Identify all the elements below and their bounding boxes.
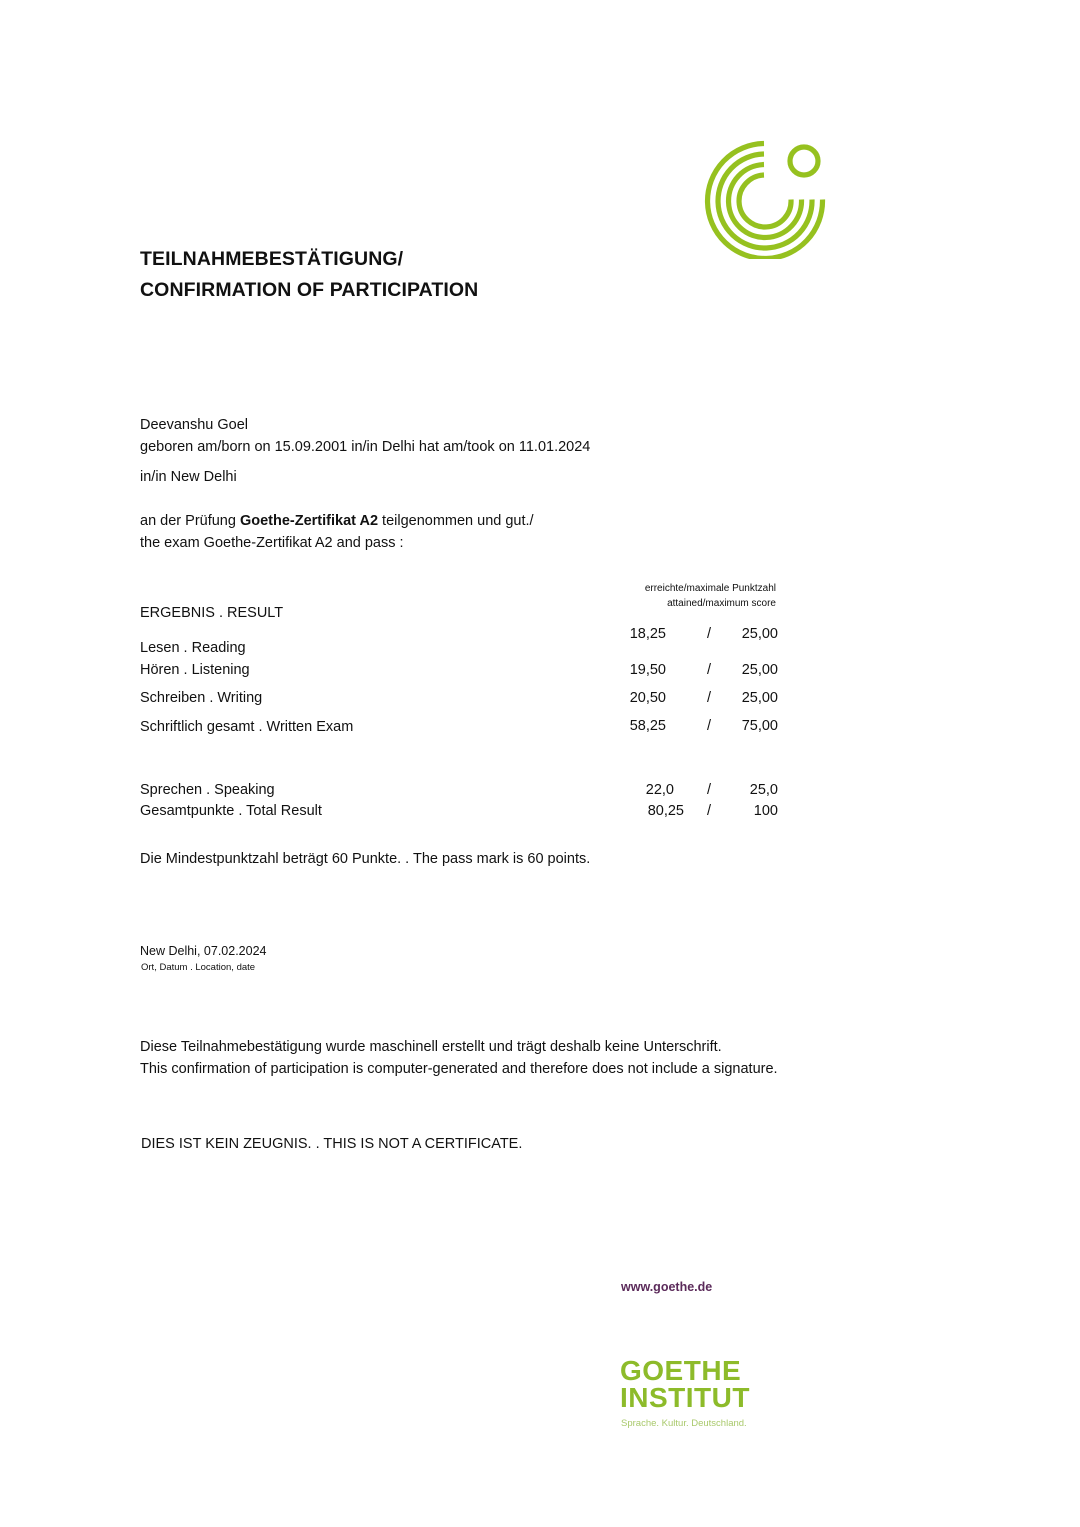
pass-mark-note: Die Mindestpunktzahl beträgt 60 Punkte. . The pass mark is 60 points.: [140, 851, 591, 867]
candidate-location-line: in/in New Delhi: [140, 469, 237, 485]
result-sep-total: /: [707, 803, 712, 819]
document-title-de: TEILNAHMEBESTÄTIGUNG/: [140, 248, 404, 270]
goethe-wordmark-line2: INSTITUT: [620, 1382, 750, 1413]
result-score-listening: 19,50: [629, 662, 666, 678]
document-title-en: CONFIRMATION OF PARTICIPATION: [140, 279, 479, 301]
result-max-written-exam: 75,00: [741, 718, 778, 734]
place-date-value: New Delhi, 07.02.2024: [140, 944, 267, 958]
exam-line-suffix: teilgenommen und gut./: [378, 513, 534, 529]
candidate-birth-line: geboren am/born on 15.09.2001 in/in Delhi hat am/took on 11.01.2024: [140, 439, 591, 455]
place-date-caption: Ort, Datum . Location, date: [141, 962, 256, 973]
result-sep-written-exam: /: [707, 718, 712, 734]
score-header-en: attained/maximum score: [667, 598, 776, 609]
result-sep-speaking: /: [707, 782, 712, 798]
goethe-tagline: Sprache. Kultur. Deutschland.: [621, 1418, 747, 1429]
result-heading: ERGEBNIS . RESULT: [140, 605, 284, 621]
goethe-wordmark-line1: GOETHE: [620, 1355, 742, 1386]
result-label-speaking: Sprechen . Speaking: [140, 782, 275, 798]
result-max-total: 100: [753, 803, 778, 819]
goethe-logo-emblem: [700, 135, 832, 259]
website-link[interactable]: www.goethe.de: [621, 1280, 713, 1294]
result-max-writing: 25,00: [741, 690, 778, 706]
result-score-writing: 20,50: [629, 690, 666, 706]
result-label-writing: Schreiben . Writing: [140, 690, 263, 706]
score-header-de: erreichte/maximale Punktzahl: [644, 583, 776, 594]
exam-line-de: [140, 512, 534, 530]
not-a-certificate-disclaimer: DIES IST KEIN ZEUGNIS. . THIS IS NOT A CERTIFICATE.: [141, 1136, 523, 1152]
exam-line-prefix: an der Prüfung: [140, 513, 240, 529]
result-max-listening: 25,00: [741, 662, 778, 678]
exam-name: Goethe-Zertifikat A2: [239, 513, 379, 529]
notice-en: This confirmation of participation is computer-generated and therefore does not include a signature.: [140, 1061, 778, 1077]
result-sep-writing: /: [707, 690, 712, 706]
result-score-total: 80,25: [647, 803, 684, 819]
result-label-total: Gesamtpunkte . Total Result: [140, 803, 322, 819]
candidate-name: Deevanshu Goel: [140, 417, 249, 433]
result-score-speaking: 22,0: [645, 782, 674, 798]
result-max-reading: 25,00: [741, 626, 778, 642]
result-score-written-exam: 58,25: [629, 718, 666, 734]
exam-line-en: the exam Goethe-Zertifikat A2 and pass :: [140, 535, 404, 551]
result-max-speaking: 25,0: [749, 782, 778, 798]
result-sep-reading: /: [707, 626, 712, 642]
result-label-written-exam: Schriftlich gesamt . Written Exam: [140, 719, 354, 735]
result-sep-listening: /: [707, 662, 712, 678]
result-score-reading: 18,25: [629, 626, 666, 642]
result-label-reading: Lesen . Reading: [140, 640, 246, 656]
result-label-listening: Hören . Listening: [140, 662, 250, 678]
notice-de: Diese Teilnahmebestätigung wurde maschinell erstellt und trägt deshalb keine Unterschrift.: [140, 1039, 722, 1055]
